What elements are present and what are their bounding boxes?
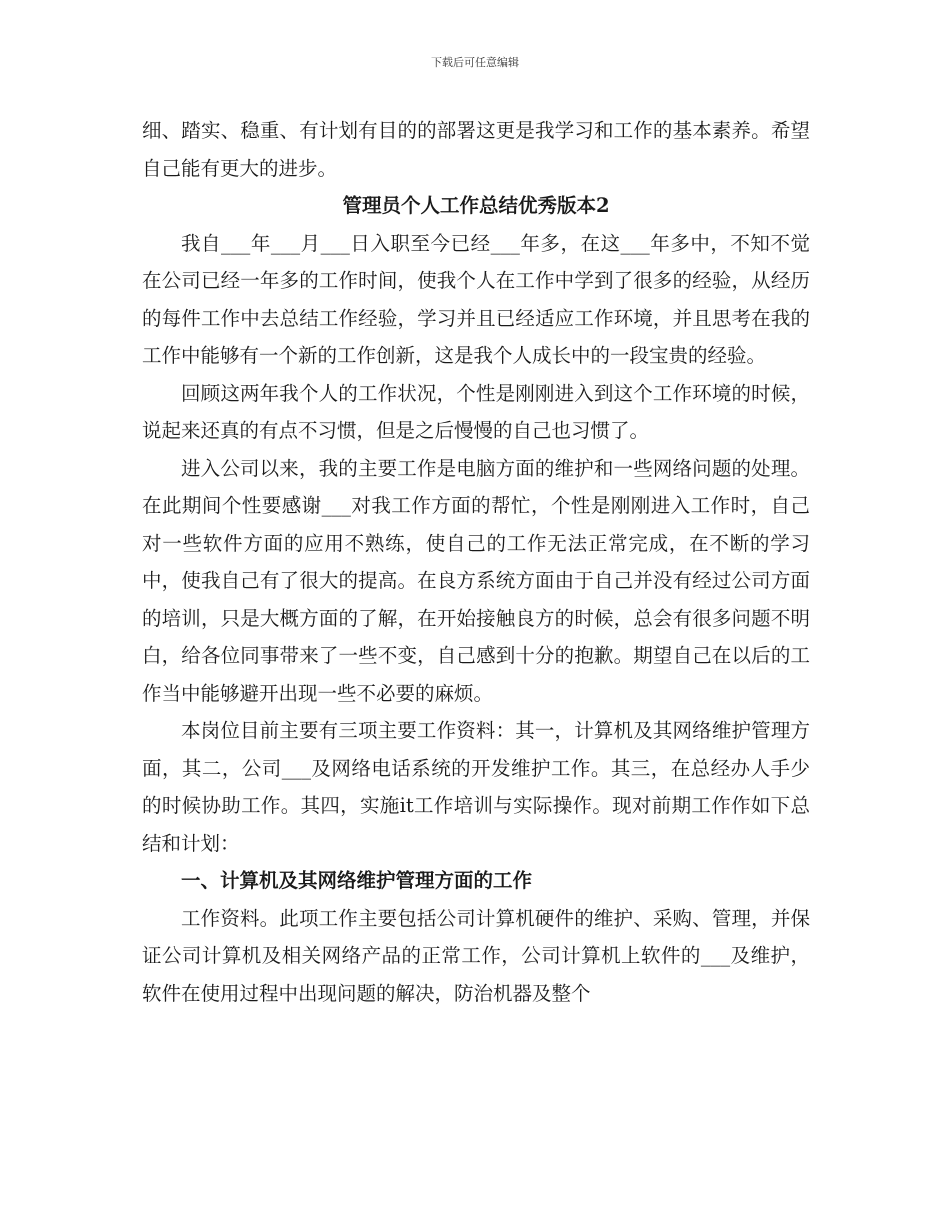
subheading-computer-network: 一、计算机及其网络维护管理方面的工作: [181, 869, 533, 892]
paragraph-job-duties: 本岗位目前主要有三项主要工作资料：其一，计算机及其网络维护管理方面，其二，公司___及网络电话系统的开发维护工作。其三，在总经办人手少的时候协助工作。其四，实施it工作培训与实际操作。现对前期工作作如下总结和计划：: [142, 719, 810, 855]
paragraph-main-work: 进入公司以来，我的主要工作是电脑方面的维护和一些网络问题的处理。在此期间个性要感谢___对我工作方面的帮忙，个性是刚刚进入工作时，自己对一些软件方面的应用不熟练，使自己的工作无法正常完成，在不断的学习中，使我自己有了很大的提高。在良方系统方面由于自己并没有经过公司方面的培训，只是大概方面的了解，在开始接触良方的时候，总会有很多问题不明白，给各位同事带来了一些不变，自己感到十分的抱歉。期望自己在以后的工作当中能够避开出现一些不必要的麻烦。: [142, 456, 810, 705]
paragraph-work-content: 工作资料。此项工作主要包括公司计算机硬件的维护、采购、管理，并保证公司计算机及相关网络产品的正常工作，公司计算机上软件的___及维护，软件在使用过程中出现问题的解决，防治机器及整个: [142, 906, 810, 1005]
paragraph-intro: 我自___年___月___日入职至今已经___年多，在这___年多中，不知不觉在公司已经一年多的工作时间，使我个人在工作中学到了很多的经验，从经历的每件工作中去总结工作经验，学习并且已经适应工作环境，并且思考在我的工作中能够有一个新的工作创新，这是我个人成长中的一段宝贵的经验。: [142, 231, 810, 367]
page-header-note: 下载后可任意编辑: [431, 56, 519, 69]
paragraph-continuation: 细、踏实、稳重、有计划有目的的部署这更是我学习和工作的基本素养。希望自己能有更大的进步。: [142, 119, 810, 180]
document-body: [142, 112, 810, 1012]
paragraph-review: 回顾这两年我个人的工作状况，个性是刚刚进入到这个工作环境的时候，说起来还真的有点不习惯，但是之后慢慢的自己也习惯了。: [142, 381, 810, 442]
section-title: 管理员个人工作总结优秀版本2: [342, 194, 610, 217]
